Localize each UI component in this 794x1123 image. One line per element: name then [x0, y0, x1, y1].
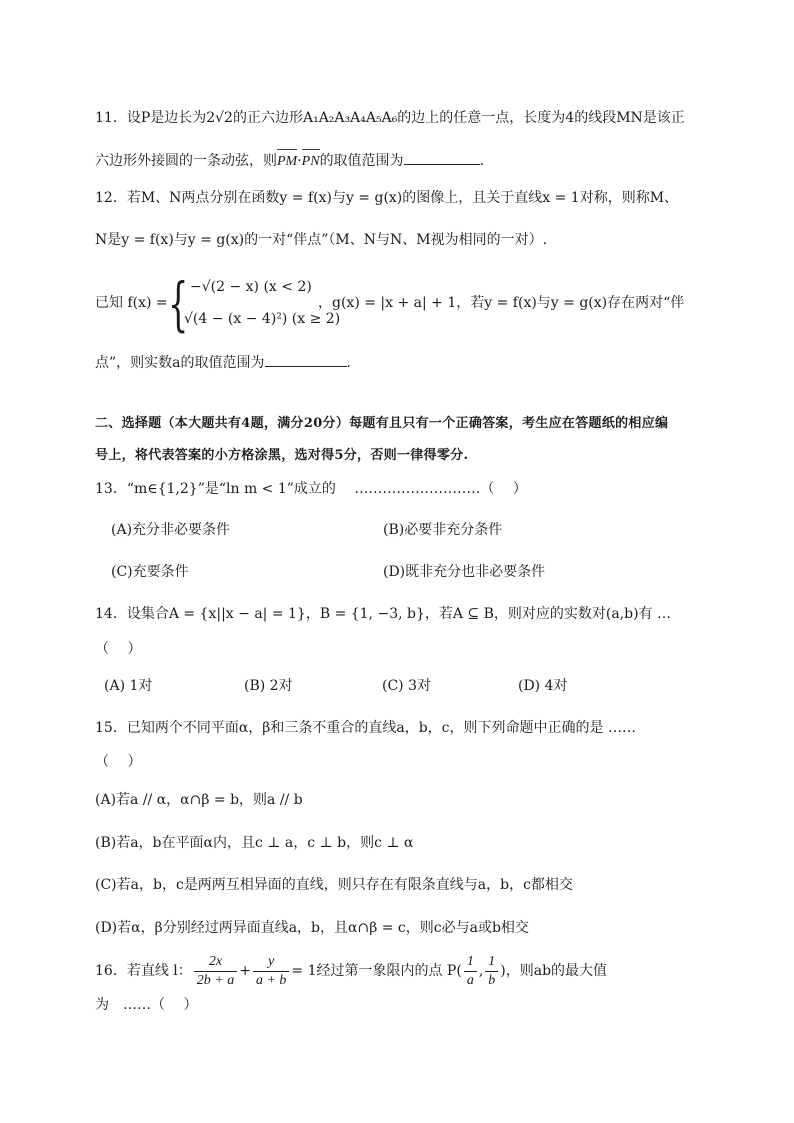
frac1-denominator: 2b + a	[196, 972, 235, 988]
q14-paren: （ ）	[95, 641, 142, 657]
q14-option-a[interactable]: (A) 1对	[104, 678, 153, 694]
q12-given-suffix: ，g(x) = |x + a| + 1，若y = f(x)与y = g(x)存在两对“伴	[318, 295, 685, 311]
piecewise-brace: {	[168, 270, 189, 338]
q15-option-a[interactable]: (A)若a // α，α∩β = b，则a // b	[95, 792, 303, 808]
q14-option-b[interactable]: (B) 2对	[244, 678, 293, 694]
q11-range-label: 的取值范围为	[319, 153, 404, 169]
q15-option-c[interactable]: (C)若a，b，c是两两互相异面的直线，则只存在有限条直线与a，b，c都相交	[95, 877, 573, 893]
q14-stem: 14．设集合A = {x||x − a| = 1}，B = {1, −3, b}，若A ⊆ B，则对应的实数对(a,b)有 …	[95, 606, 672, 622]
q13-option-b[interactable]: (B)必要非充分条件	[383, 522, 503, 538]
fraction-1-over-b	[485, 953, 498, 990]
q13-option-a[interactable]: (A)充分非必要条件	[111, 522, 231, 538]
q16-suffix: )，则ab的最大值	[500, 963, 608, 979]
frac2-denominator: a + b	[255, 972, 287, 988]
plus-sign: +	[239, 963, 251, 979]
q15-stem: 15．已知两个不同平面α，β和三条不重合的直线a，b，c，则下列命题中正确的是 ……	[95, 720, 636, 736]
p2-denominator: b	[488, 972, 496, 988]
q12-line2: N是y = f(x)与y = g(x)的一对“伴点”（M、N与N、M视为相同的一对）.	[95, 232, 548, 248]
q16-prefix: 16．若直线 l：	[95, 963, 192, 979]
q11-period: .	[479, 153, 485, 169]
q12-given-prefix: 已知 f(x) =	[95, 295, 168, 311]
q11-line1: 11．设P是边长为2√2的正六边形A₁A₂A₃A₄A₅A₆的边上的任意一点，长度为4的线段MN是该正	[95, 110, 685, 126]
p1-numerator: 1	[464, 953, 477, 972]
q12-line1: 12．若M、N两点分别在函数y = f(x)与y = g(x)的图像上，且关于直线x = 1对称，则称M、	[95, 190, 679, 206]
q12-line4-text: 点”，则实数a的取值范围为	[95, 355, 265, 371]
q14-option-d[interactable]: (D) 4对	[518, 678, 568, 694]
vector-pn: PN	[302, 152, 320, 172]
q15-paren: （ ）	[95, 754, 142, 770]
q12-case2: √(4 − (x − 4)²) (x ≥ 2)	[184, 311, 341, 327]
q11-line2	[95, 150, 484, 172]
q11-line2-text: 六边形外接圆的一条动弦，则	[95, 153, 277, 169]
q13-option-c[interactable]: (C)充要条件	[111, 564, 189, 580]
q11-answer-blank[interactable]	[404, 150, 480, 165]
section2-line2: 号上，将代表答案的小方格涂黑，选对得5分，否则一律得零分.	[95, 448, 469, 463]
q14-option-c[interactable]: (C) 3对	[382, 678, 431, 694]
fraction-2x-over-2b-plus-a	[194, 953, 237, 990]
dot-operator: ·	[297, 153, 302, 169]
frac1-numerator: 2x	[194, 953, 237, 972]
q16-line2: 为 ……（ ）	[95, 997, 198, 1013]
q16-mid: = 1经过第一象限内的点 P(	[291, 963, 462, 979]
q12-case1: −√(2 − x) (x < 2)	[190, 279, 312, 295]
frac2-numerator: y	[253, 953, 289, 972]
fraction-y-over-a-plus-b	[253, 953, 289, 990]
section2-line1: 二、选择题（本大题共有4题，满分20分）每题有且只有一个正确答案，考生应在答题纸的相应编	[95, 416, 669, 431]
fraction-1-over-a	[464, 953, 477, 990]
q15-option-d[interactable]: (D)若α，β分别经过两异面直线a，b，且α∩β = c，则c必与a或b相交	[95, 920, 529, 936]
vector-pm: PM	[277, 152, 297, 172]
q12-period: .	[346, 355, 351, 371]
q12-answer-blank[interactable]	[265, 352, 347, 367]
q13-option-d[interactable]: (D)既非充分也非必要条件	[383, 564, 546, 580]
comma: ,	[478, 963, 484, 979]
q15-option-b[interactable]: (B)若a，b在平面α内，且c ⊥ a，c ⊥ b，则c ⊥ α	[95, 835, 414, 851]
q13-stem: 13．“m∈{1,2}”是“ln m < 1”成立的 ………………………（ ）	[95, 481, 527, 497]
q16-line1	[95, 952, 607, 990]
p1-denominator: a	[466, 972, 474, 988]
p2-numerator: 1	[485, 953, 498, 972]
q12-line4	[95, 352, 351, 373]
